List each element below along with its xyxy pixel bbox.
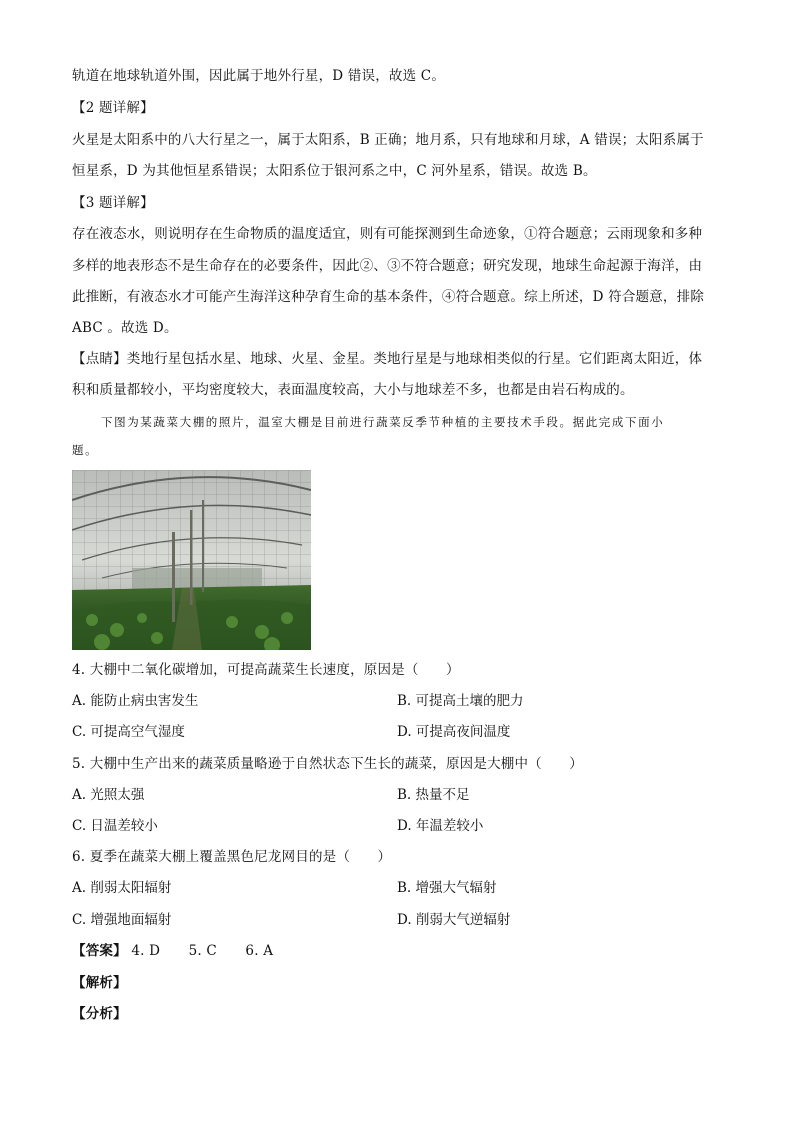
paragraph-line: 轨道在地球轨道外围，因此属于地外行星，D 错误，故选 C。 — [72, 68, 446, 84]
fenxi-heading: 【分析】 — [72, 1006, 127, 1022]
question-stem-6: 6. 夏季在蔬菜大棚上覆盖黑色尼龙网目的是（ ） — [72, 849, 392, 865]
option-4B[interactable]: B. 可提高土壤的肥力 — [397, 693, 524, 709]
option-4A[interactable]: A. 能防止病虫害发生 — [72, 693, 199, 709]
section-heading-q2: 【2 题详解】 — [72, 100, 154, 116]
option-4D[interactable]: D. 可提高夜间温度 — [397, 724, 511, 740]
option-6B[interactable]: B. 增强大气辐射 — [397, 880, 497, 896]
option-5D[interactable]: D. 年温差较小 — [397, 818, 484, 834]
option-4C[interactable]: C. 可提高空气湿度 — [72, 724, 185, 740]
tip-line: 【点睛】类地行星包括水星、地球、火星、金星。类地行星是与地球相类似的行星。它们距离太阳近，体 — [72, 351, 703, 367]
paragraph-line: 存在液态水，则说明存在生命物质的温度适宜，则有可能探测到生命迹象，①符合题意；云雨现象和多种 — [72, 226, 703, 242]
option-5A[interactable]: A. 光照太强 — [72, 787, 145, 803]
section-heading-q3: 【3 题详解】 — [72, 195, 154, 211]
option-6C[interactable]: C. 增强地面辐射 — [72, 912, 172, 928]
option-5C[interactable]: C. 日温差较小 — [72, 818, 158, 834]
question-stem-5: 5. 大棚中生产出来的蔬菜质量略逊于自然状态下生长的蔬菜，原因是大棚中（ ） — [72, 756, 583, 772]
paragraph-line: 多样的地表形态不是生命存在的必要条件，因此②、③不符合题意；研究发现，地球生命起源于海洋，由 — [72, 258, 703, 274]
analysis-heading: 【解析】 — [72, 975, 127, 991]
answer-line — [72, 941, 722, 961]
greenhouse-image — [72, 470, 311, 650]
option-5B[interactable]: B. 热量不足 — [397, 787, 470, 803]
answer-4: 4. D — [131, 943, 161, 959]
paragraph-line: 恒星系，D 为其他恒星系错误；太阳系位于银河系之中，C 河外星系，错误。故选 B。 — [72, 163, 597, 179]
greenhouse-photo — [72, 470, 311, 650]
intro-line: 下图为某蔬菜大棚的照片，温室大棚是目前进行蔬菜反季节种植的主要技术手段。据此完成下面小 — [101, 415, 665, 429]
answer-6: 6. A — [245, 943, 274, 959]
paragraph-line: 火星是太阳系中的八大行星之一，属于太阳系，B 正确；地月系，只有地球和月球，A 错误；太阳系属于 — [72, 132, 704, 148]
option-6D[interactable]: D. 削弱大气逆辐射 — [397, 912, 511, 928]
paragraph-line: ABC 。故选 D。 — [72, 320, 178, 336]
option-6A[interactable]: A. 削弱太阳辐射 — [72, 880, 172, 896]
paragraph-line: 此推断，有液态水才可能产生海洋这种孕育生命的基本条件，④符合题意。综上所述，D 符合题意，排除 — [72, 289, 705, 305]
intro-line: 题。 — [72, 443, 99, 457]
answer-5: 5. C — [188, 943, 217, 959]
answer-label: 【答案】 — [72, 943, 127, 959]
tip-line: 积和质量都较小，平均密度较大，表面温度较高，大小与地球差不多，也都是由岩石构成的。 — [72, 382, 634, 398]
question-stem-4: 4. 大棚中二氧化碳增加，可提高蔬菜生长速度，原因是（ ） — [72, 662, 460, 678]
